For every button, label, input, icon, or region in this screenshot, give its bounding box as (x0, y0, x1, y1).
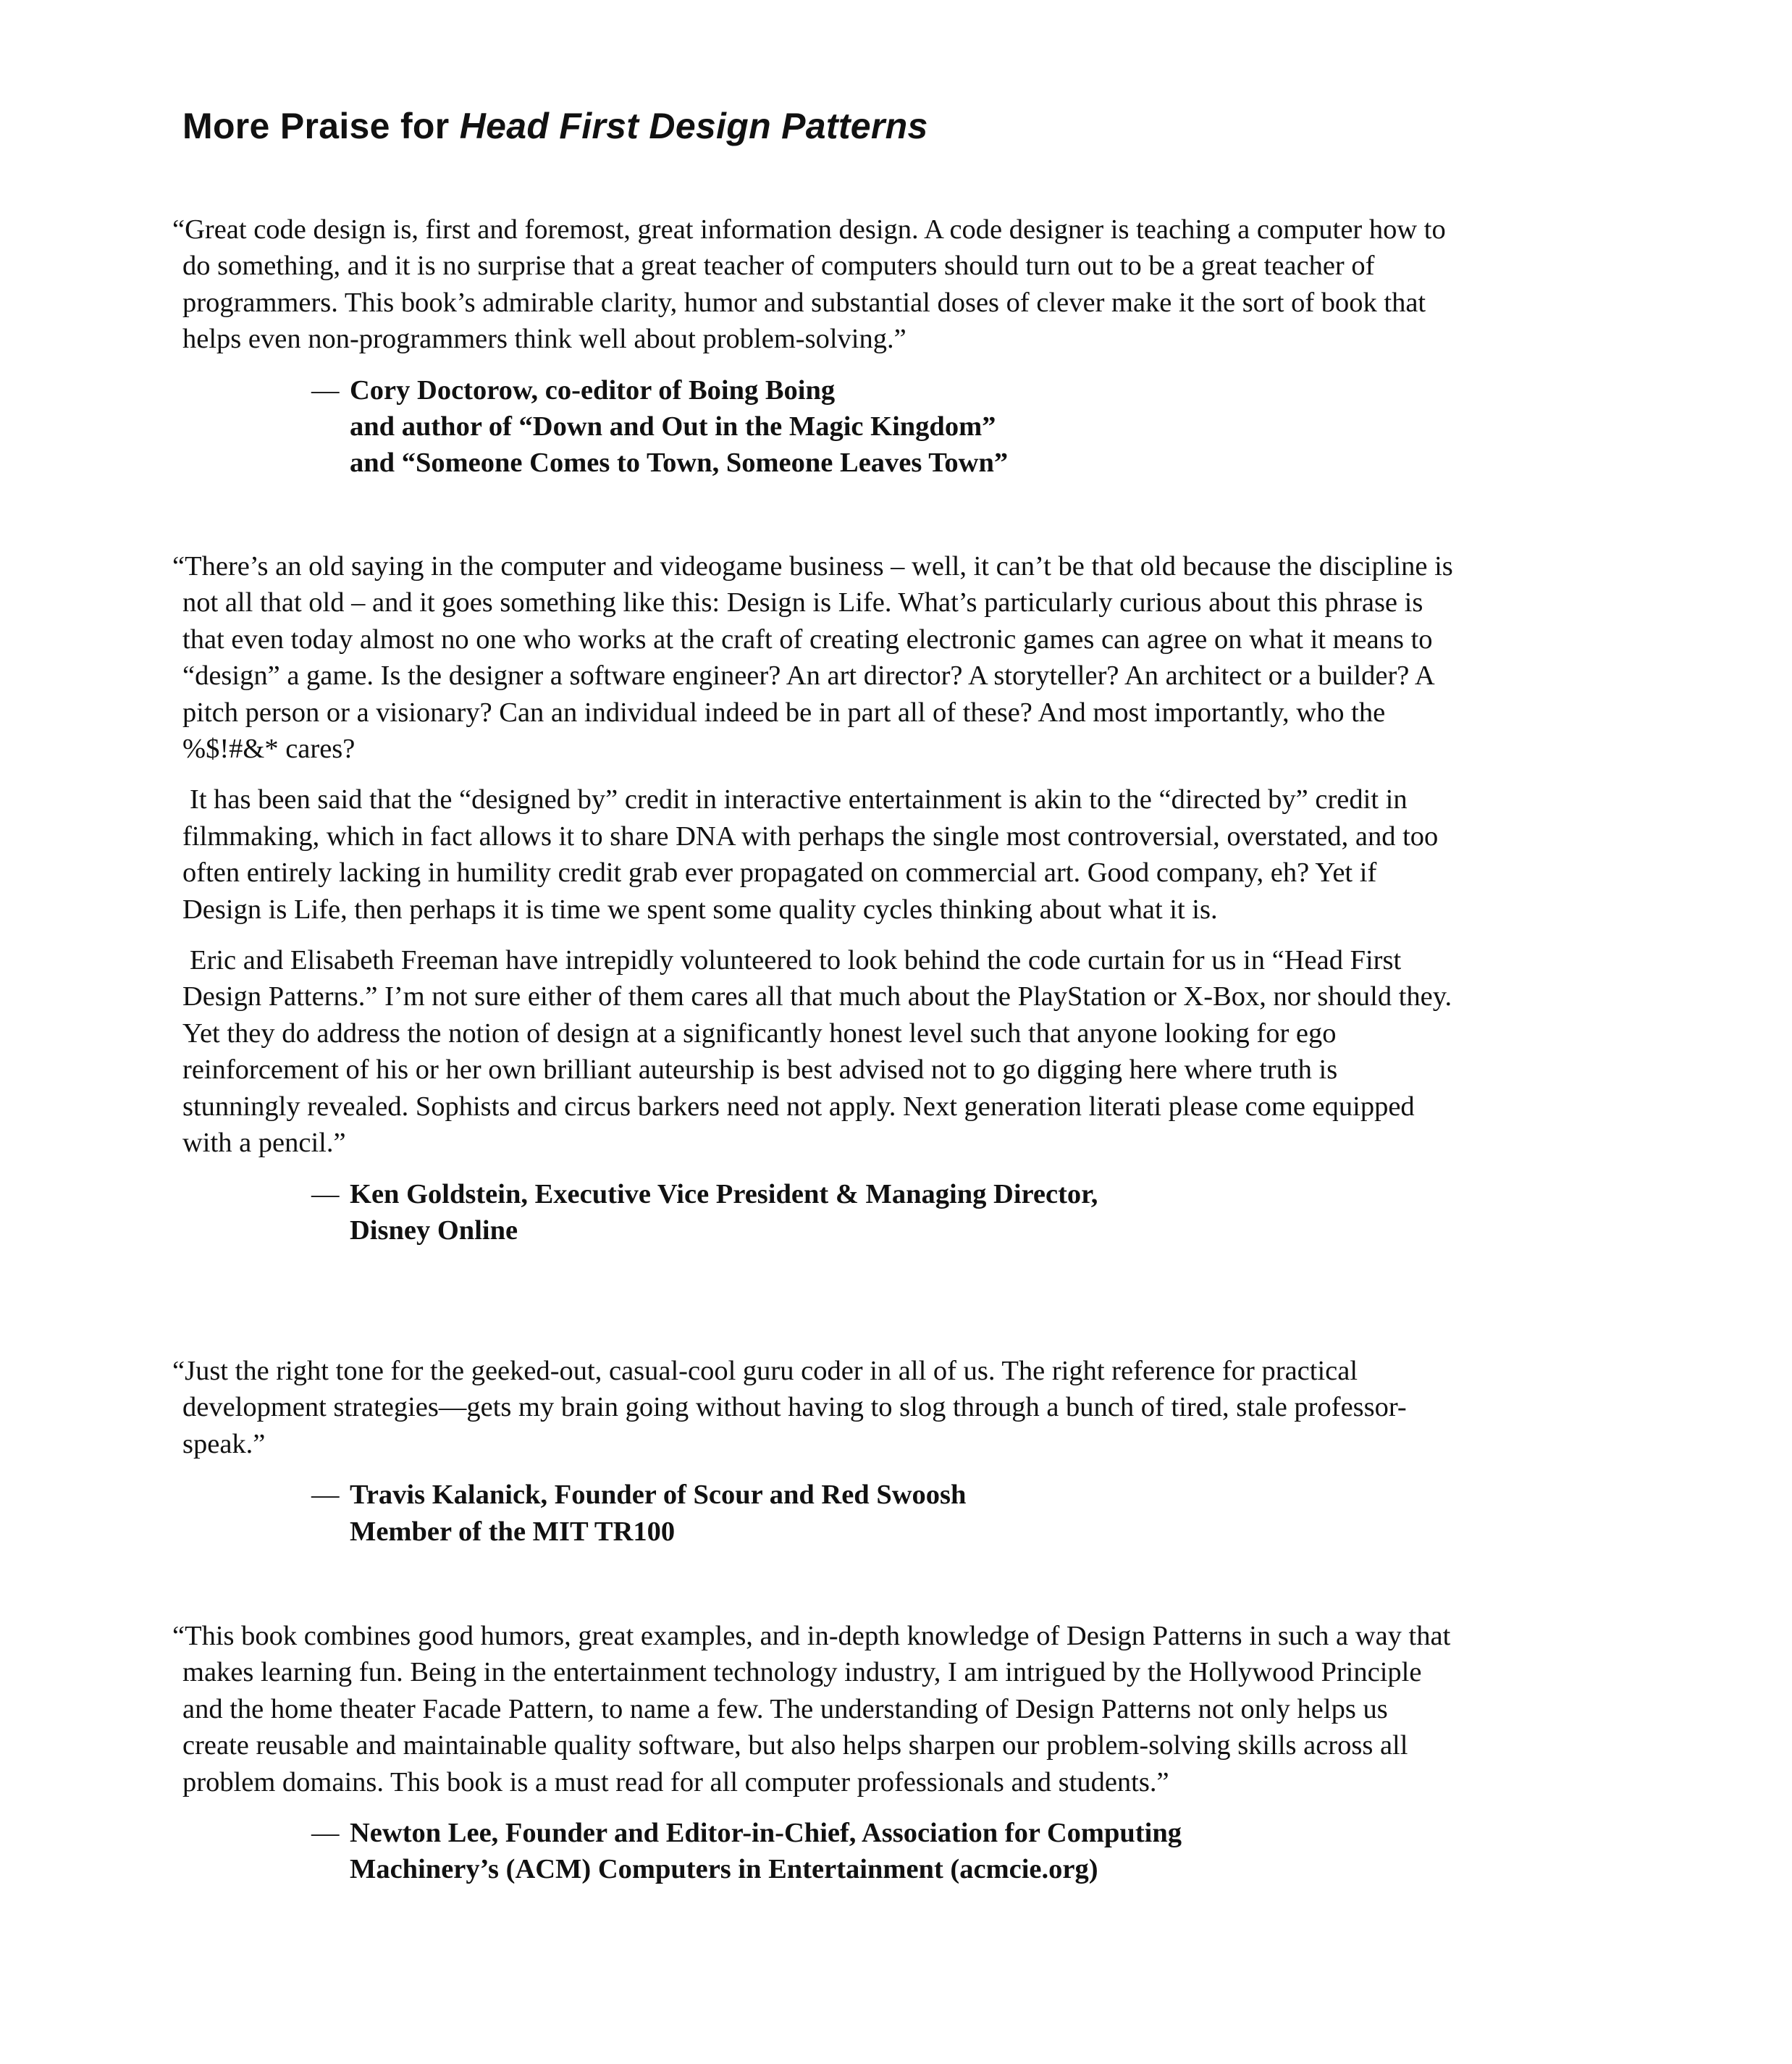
attribution-line: Cory Doctorow, co-editor of Boing Boing (350, 374, 836, 406)
attribution-line: Machinery’s (ACM) Computers in Entertainment (acmcie.org) (350, 1854, 1098, 1885)
attribution-doctorow (172, 372, 1461, 482)
quote-paragraph: “There’s an old saying in the computer and videogame business – well, it can’t be that old because the discipline is not all that old – and it goes something like this: Design is Life. What’s particularly curious about this phrase is that even today almost no one who works at the craft of creating electronic games can agree on what it means to “design” a game. Is the designer a software engineer? An art director? A storyteller? An architect or a builder? A pitch person or a visionary? Can an individual indeed be in part all of these? And most importantly, who the %$!#&* cares? (172, 551, 1453, 765)
attribution-line: Newton Lee, Founder and Editor-in-Chief, Association for Computing (350, 1818, 1182, 1849)
quote-paragraph: Eric and Elisabeth Freeman have intrepidly volunteered to look behind the code curtain for us in “Head First Design Patterns.” I’m not sure either of them cares all that much about the PlayStation or X-Box, nor should they. Yet they do address the notion of design at a significantly honest level such that anyone looking for ego reinforcement of his or her own brilliant auteurship is best advised not to go digging here where truth is stunningly revealed. Sophists and circus barkers need not apply. Next generation literati please come equipped with a pencil.” (182, 945, 1452, 1159)
quote-paragraph: It has been said that the “designed by” credit in interactive entertainment is akin to the “directed by” credit in filmmaking, which in fact allows it to share DNA with perhaps the single most controversial, overstated, and too often entirely lacking in humility credit grab ever propagated on commercial art. Good company, eh? Yet if Design is Life, then perhaps it is time we spent some quality cycles thinking about what it is. (182, 784, 1439, 925)
em-dash: — (311, 374, 340, 406)
attribution-line: Disney Online (350, 1215, 518, 1246)
page-title-book: Head First Design Patterns (459, 106, 928, 146)
attribution-line: Member of the MIT TR100 (350, 1516, 676, 1547)
em-dash: — (311, 1178, 340, 1209)
page-title (182, 100, 928, 152)
quote-doctorow (172, 211, 1461, 482)
quote-kalanick (172, 1353, 1461, 1550)
attribution-line: and “Someone Comes to Town, Someone Leaves Town” (350, 448, 1009, 479)
quote-paragraph: “Just the right tone for the geeked-out, casual-cool guru coder in all of us. The right reference for practical development strategies—gets my brain going without having to slog through a bunch of tired, stale professor-speak.” (172, 1356, 1407, 1459)
page-title-prefix: More Praise for (182, 106, 460, 146)
attribution-line: Ken Goldstein, Executive Vice President & Managing Director, (350, 1178, 1098, 1209)
em-dash: — (311, 1818, 340, 1849)
quote-lee (172, 1618, 1461, 1888)
attribution-line: Travis Kalanick, Founder of Scour and Red Swoosh (350, 1480, 967, 1511)
attribution-lee (172, 1815, 1461, 1888)
attribution-line: and author of “Down and Out in the Magic Kingdom” (350, 411, 996, 442)
attribution-goldstein (172, 1176, 1461, 1249)
em-dash: — (311, 1480, 340, 1511)
quote-paragraph: “Great code design is, first and foremost, great information design. A code designer is teaching a computer how to do something, and it is no surprise that a great teacher of computers should turn out to be a great teacher of programmers. This book’s admirable clarity, humor and substantial doses of clever make it the sort of book that helps even non-programmers think well about problem-solving.” (172, 214, 1446, 355)
quote-goldstein (172, 548, 1461, 1249)
quote-paragraph: “This book combines good humors, great examples, and in-depth knowledge of Design Patterns in such a way that makes learning fun. Being in the entertainment technology industry, I am intrigued by the Hollywood Principle and the home theater Facade Pattern, to name a few. The understanding of Design Patterns not only helps us create reusable and maintainable quality software, but also helps sharpen our problem-solving skills across all problem domains. This book is a must read for all computer professionals and students.” (172, 1621, 1451, 1797)
attribution-kalanick (172, 1477, 1461, 1550)
